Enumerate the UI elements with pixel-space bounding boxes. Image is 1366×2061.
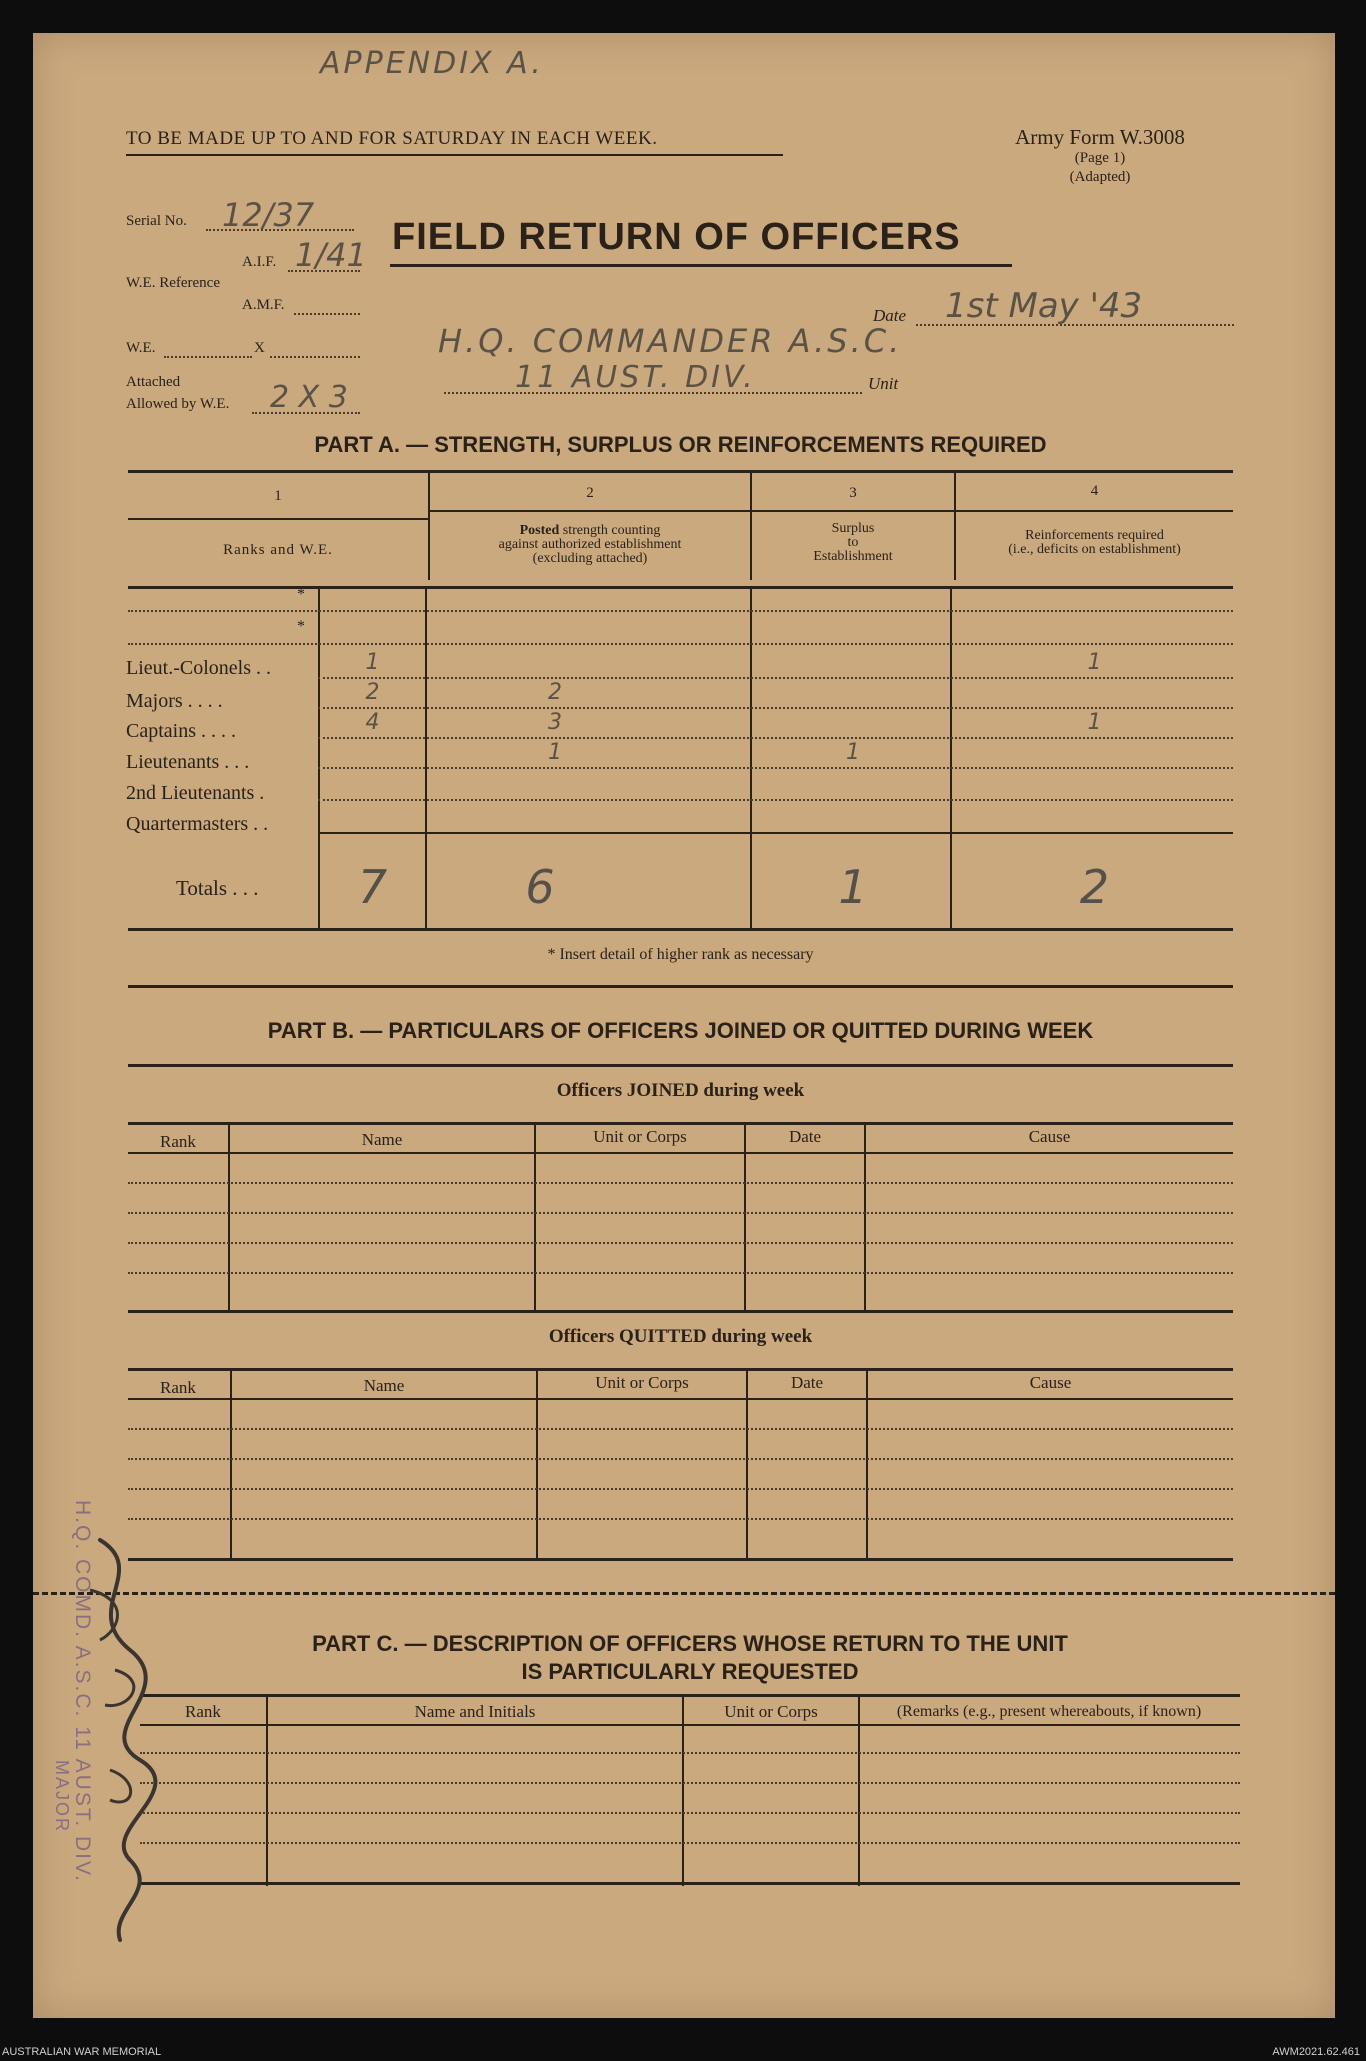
part-c-row-2 xyxy=(140,1782,1240,1784)
posted-lieutenants: 1 xyxy=(548,740,562,765)
serial-value: 12/37 xyxy=(222,196,315,234)
rank-lieutenants: Lieutenants . . . xyxy=(126,751,250,773)
star-2: * xyxy=(297,618,305,635)
quitted-row-3 xyxy=(128,1488,1233,1490)
form-name: Army Form W.3008 xyxy=(1015,125,1185,149)
joined-div-4 xyxy=(864,1124,866,1312)
quitted-top-rule xyxy=(128,1368,1233,1371)
quitted-col-name: Name xyxy=(363,1376,405,1395)
date-value: 1st May '43 xyxy=(945,286,1143,326)
aif-label: A.I.F. xyxy=(242,254,277,270)
posted-majors: 2 xyxy=(548,680,562,705)
we-label: W.E. xyxy=(126,340,156,356)
part-a-header-subrule xyxy=(428,510,1233,512)
rank-lieut-colonels: Lieut.-Colonels . . xyxy=(126,657,271,679)
aif-value: 1/41 xyxy=(295,236,367,274)
form-page: (Page 1) xyxy=(1074,150,1126,166)
footnote: * Insert detail of higher rank as necessary xyxy=(547,946,814,963)
signature-mark xyxy=(60,1530,160,1950)
part-c-col-remarks: (Remarks (e.g., present whereabouts, if known) xyxy=(896,1703,1202,1720)
quitted-header-rule xyxy=(128,1398,1233,1400)
quitted-title: Officers QUITTED during week xyxy=(548,1326,813,1347)
row-line-5 xyxy=(318,799,1233,801)
unit-line xyxy=(444,392,862,394)
col4-header-l1: Reinforcements required xyxy=(1025,528,1164,543)
joined-row-2 xyxy=(128,1212,1233,1214)
quitted-row-1 xyxy=(128,1428,1233,1430)
part-a-title: PART A. — STRENGTH, SURPLUS OR REINFORCEMENTS REQUIRED xyxy=(314,432,1047,457)
part-a-top-rule xyxy=(128,470,1233,473)
joined-col-unit: Unit or Corps xyxy=(593,1127,687,1146)
quitted-row-4 xyxy=(128,1518,1233,1520)
row-line-2 xyxy=(318,707,1233,709)
attached-label: Attached xyxy=(126,374,181,390)
col3-header-l1: Surplus xyxy=(831,521,875,536)
instruction-text: TO BE MADE UP TO AND FOR SATURDAY IN EACH WEEK. xyxy=(126,128,658,149)
posted-captains: 3 xyxy=(548,710,562,735)
part-c-div-2 xyxy=(682,1696,684,1886)
part-c-header-rule xyxy=(140,1724,1240,1726)
part-b-title: PART B. — PARTICULARS OF OFFICERS JOINED OR QUITTED DURING WEEK xyxy=(267,1018,1094,1043)
row-line-6 xyxy=(318,832,1233,834)
col2-header-bold: Posted xyxy=(519,523,560,538)
reinf-lieut-colonels: 1 xyxy=(1087,650,1102,675)
title-underline xyxy=(390,264,1012,267)
col-number-4: 4 xyxy=(1090,483,1099,499)
col-number-3: 3 xyxy=(849,485,857,501)
date-label: Date xyxy=(873,306,907,325)
star-row-1-line xyxy=(128,610,1233,612)
star-1: * xyxy=(297,586,305,603)
we-lieut-colonels: 1 xyxy=(365,650,380,675)
appendix-note: APPENDIX A. xyxy=(320,46,544,81)
we-majors: 2 xyxy=(365,680,380,705)
part-c-row-3 xyxy=(140,1812,1240,1814)
joined-row-4 xyxy=(128,1272,1233,1274)
part-a-bottom-rule xyxy=(128,928,1233,931)
joined-col-cause: Cause xyxy=(1028,1127,1071,1146)
we-line-2 xyxy=(270,356,360,358)
we-line-1 xyxy=(164,356,252,358)
part-c-div-3 xyxy=(858,1696,860,1886)
quitted-div-4 xyxy=(866,1370,868,1560)
col3-header xyxy=(752,522,954,564)
joined-header-rule xyxy=(128,1152,1233,1154)
col2-header-l3: (excluding attached) xyxy=(532,551,648,566)
row-line-4 xyxy=(318,767,1233,769)
unit-label: Unit xyxy=(868,374,899,393)
total-we: 7 xyxy=(357,860,388,914)
joined-div-1 xyxy=(228,1124,230,1312)
part-b-top-rule xyxy=(128,1064,1233,1067)
joined-bottom-rule xyxy=(128,1310,1233,1313)
quitted-div-1 xyxy=(230,1370,232,1560)
footer-right: AWM2021.62.461 xyxy=(1272,2046,1360,2058)
quitted-row-2 xyxy=(128,1458,1233,1460)
quitted-col-unit: Unit or Corps xyxy=(595,1373,689,1392)
part-a-header-subrule-left xyxy=(128,518,428,520)
quitted-col-cause: Cause xyxy=(1029,1373,1072,1392)
part-c-title-l2: IS PARTICULARLY REQUESTED xyxy=(521,1659,859,1684)
form-adapted: (Adapted) xyxy=(1069,169,1131,185)
joined-div-2 xyxy=(534,1124,536,1312)
star-row-2-line xyxy=(128,643,1233,645)
total-reinf: 2 xyxy=(1079,860,1110,914)
col4-header xyxy=(956,529,1233,557)
part-c-row-1 xyxy=(140,1752,1240,1754)
col2-header-l1: strength counting xyxy=(562,523,661,538)
reinf-captains: 1 xyxy=(1087,710,1102,735)
part-c-bottom-rule xyxy=(140,1882,1240,1885)
joined-top-rule xyxy=(128,1122,1233,1125)
serial-label: Serial No. xyxy=(126,213,187,229)
joined-col-date: Date xyxy=(788,1127,822,1146)
amf-label: A.M.F. xyxy=(242,297,285,313)
rank-2nd-lieutenants: 2nd Lieutenants . xyxy=(126,782,265,804)
joined-div-3 xyxy=(744,1124,746,1312)
unit-line-1: H.Q. COMMANDER A.S.C. xyxy=(438,322,903,360)
part-c-title xyxy=(140,1630,1240,1686)
quitted-div-3 xyxy=(746,1370,748,1560)
rank-majors: Majors . . . . xyxy=(126,690,223,712)
form-title: FIELD RETURN OF OFFICERS xyxy=(392,216,961,258)
joined-title: Officers JOINED during week xyxy=(556,1080,805,1101)
part-c-title-l1: PART C. — DESCRIPTION OF OFFICERS WHOSE RETURN TO THE UNIT xyxy=(312,1631,1068,1656)
joined-row-3 xyxy=(128,1242,1233,1244)
surplus-lieutenants: 1 xyxy=(846,740,860,765)
allowed-label: Allowed by W.E. xyxy=(126,396,230,412)
col2-header-l2: against authorized establishment xyxy=(498,537,682,552)
col3-header-l2: to xyxy=(847,535,859,550)
col-number-2: 2 xyxy=(586,485,594,501)
part-a-header-bottom-rule xyxy=(128,586,1233,589)
part-a-div-1b xyxy=(425,588,427,930)
total-posted: 6 xyxy=(525,860,555,914)
we-x-label: X xyxy=(254,340,265,356)
quitted-div-2 xyxy=(536,1370,538,1560)
row-line-1 xyxy=(318,677,1233,679)
stamp-text-2: MAJOR xyxy=(52,1760,72,1833)
col3-header-l3: Establishment xyxy=(813,549,893,564)
total-surplus: 1 xyxy=(838,860,868,914)
part-c-top-rule xyxy=(140,1694,1240,1697)
amf-line xyxy=(294,313,360,315)
joined-row-1 xyxy=(128,1182,1233,1184)
part-c-row-4 xyxy=(140,1842,1240,1844)
footer-left: AUSTRALIAN WAR MEMORIAL xyxy=(2,2046,162,2058)
row-line-3 xyxy=(318,737,1233,739)
perforation-line xyxy=(33,1592,1335,1595)
rank-quartermasters: Quartermasters . . xyxy=(126,813,269,835)
quitted-col-rank: Rank xyxy=(160,1378,196,1397)
col-number-1: 1 xyxy=(274,488,282,504)
quitted-bottom-rule xyxy=(128,1558,1233,1561)
we-reference-label: W.E. Reference xyxy=(126,275,220,291)
unit-line-2: 11 AUST. DIV. xyxy=(515,360,756,395)
col1-header: Ranks and W.E. xyxy=(223,542,333,558)
col2-header xyxy=(430,524,750,566)
stamp-text-1: H.Q. COMD. A.S.C. 11 AUST. DIV. xyxy=(71,1500,94,1883)
joined-col-rank: Rank xyxy=(160,1132,196,1151)
quitted-col-date: Date xyxy=(790,1373,824,1392)
part-c-div-1 xyxy=(266,1696,268,1886)
instruction-underline xyxy=(126,154,783,156)
rank-captains: Captains . . . . xyxy=(126,720,236,742)
col4-header-l2: (i.e., deficits on establishment) xyxy=(1008,542,1181,557)
part-c-col-unit: Unit or Corps xyxy=(724,1702,818,1721)
allowed-value: 2 X 3 xyxy=(270,380,348,415)
part-c-col-name: Name and Initials xyxy=(414,1702,536,1721)
part-a-footnote-rule xyxy=(128,985,1233,988)
we-captains: 4 xyxy=(365,710,380,735)
part-c-col-rank: Rank xyxy=(185,1702,221,1721)
totals-label: Totals . . . xyxy=(176,876,259,900)
joined-col-name: Name xyxy=(361,1130,403,1149)
